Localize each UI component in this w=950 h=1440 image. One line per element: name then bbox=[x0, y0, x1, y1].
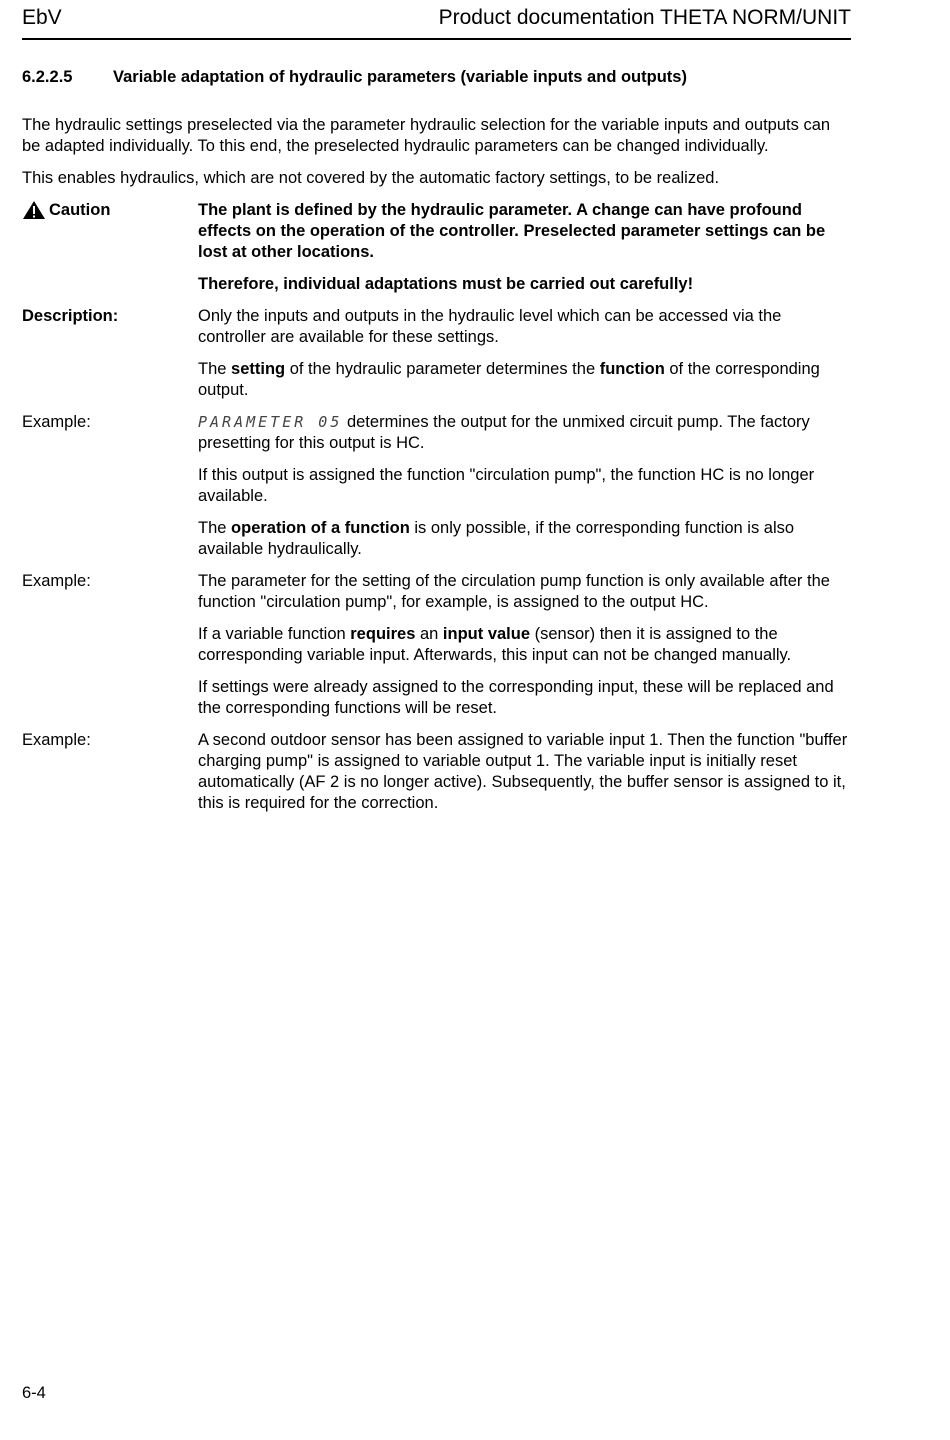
example-text bbox=[198, 571, 852, 730]
page-number: 6-4 bbox=[22, 1384, 46, 1402]
text-run: (sensor) then it is assigned to the corresponding variable input. Afterwards, this input can not be changed manually. bbox=[198, 625, 792, 664]
example1-paragraph-3 bbox=[198, 518, 852, 560]
text-run: The bbox=[198, 360, 232, 378]
header-doc-title: Product documentation THETA NORM/UNIT bbox=[438, 6, 851, 29]
description-paragraph-2 bbox=[198, 359, 852, 401]
emphasis-function: function bbox=[599, 360, 665, 378]
emphasis-operation: operation of a function bbox=[231, 519, 410, 537]
description-paragraph-1: Only the inputs and outputs in the hydraulic level which can be accessed via the controller are available for these settings. bbox=[198, 307, 782, 346]
example-label: Example: bbox=[22, 572, 91, 590]
section-number: 6.2.2.5 bbox=[22, 68, 73, 86]
description-text bbox=[198, 306, 852, 412]
lcd-display-text: PARAMETER 05 bbox=[198, 413, 343, 431]
caution-paragraph-2: Therefore, individual adaptations must be carried out carefully! bbox=[198, 275, 694, 293]
text-run: of the corresponding output. bbox=[198, 360, 820, 399]
text-run: If a variable function bbox=[198, 625, 351, 643]
example2-paragraph-2 bbox=[198, 624, 852, 666]
intro-paragraph-1: The hydraulic settings preselected via the parameter hydraulic selection for the variable inputs and outputs can be adapted individually. To this end, the preselected hydraulic parameters can be changed individually. bbox=[22, 116, 831, 155]
text-run: of the hydraulic parameter determines the bbox=[285, 360, 600, 378]
example-block-2 bbox=[22, 571, 852, 730]
page-header bbox=[22, 4, 851, 40]
example2-paragraph-1: The parameter for the setting of the circulation pump function is only available after the function "circulation pump", for example, is assigned to the output HC. bbox=[198, 572, 830, 611]
document-body bbox=[22, 115, 852, 825]
description-label: Description: bbox=[22, 307, 119, 325]
text-run: is only possible, if the corresponding function is also available hydraulically. bbox=[198, 519, 795, 558]
example-block-1 bbox=[22, 412, 852, 571]
section-title: Variable adaptation of hydraulic parameters (variable inputs and outputs) bbox=[113, 68, 687, 86]
example-text bbox=[198, 412, 852, 571]
intro-paragraph-2: This enables hydraulics, which are not covered by the automatic factory settings, to be realized. bbox=[22, 169, 720, 187]
example1-paragraph-1 bbox=[198, 412, 852, 454]
emphasis-input-value: input value bbox=[442, 625, 531, 643]
caution-label-text: Caution bbox=[49, 201, 111, 219]
text-run: determines the output for the unmixed circuit pump. The factory presetting for this output is HC. bbox=[198, 413, 810, 452]
example2-paragraph-3: If settings were already assigned to the corresponding input, these will be replaced and the corresponding functions will be reset. bbox=[198, 678, 834, 717]
emphasis-requires: requires bbox=[350, 625, 416, 643]
description-block bbox=[22, 306, 852, 412]
emphasis-setting: setting bbox=[231, 360, 286, 378]
header-brand: EbV bbox=[22, 6, 62, 29]
example1-paragraph-2: If this output is assigned the function "circulation pump", the function HC is no longer available. bbox=[198, 466, 815, 505]
text-run: an bbox=[415, 625, 443, 643]
caution-label bbox=[22, 200, 198, 306]
warning-triangle-icon bbox=[22, 200, 46, 220]
example-text bbox=[198, 730, 852, 825]
caution-paragraph-1: The plant is defined by the hydraulic parameter. A change can have profound effects on the operation of the controller. Preselected parameter settings can be lost at other locations. bbox=[198, 201, 826, 261]
example-label: Example: bbox=[22, 731, 91, 749]
text-run: The bbox=[198, 519, 232, 537]
caution-block bbox=[22, 200, 852, 306]
caution-text bbox=[198, 200, 852, 306]
example-block-3 bbox=[22, 730, 852, 825]
example-label: Example: bbox=[22, 413, 91, 431]
example3-paragraph-1: A second outdoor sensor has been assigned to variable input 1. Then the function "buffer charging pump" is assigned to variable output 1. The variable input is initially reset automatically (AF 2 is no longer active). Subsequently, the buffer sensor is assigned to it, this is required for the correction. bbox=[198, 731, 848, 812]
